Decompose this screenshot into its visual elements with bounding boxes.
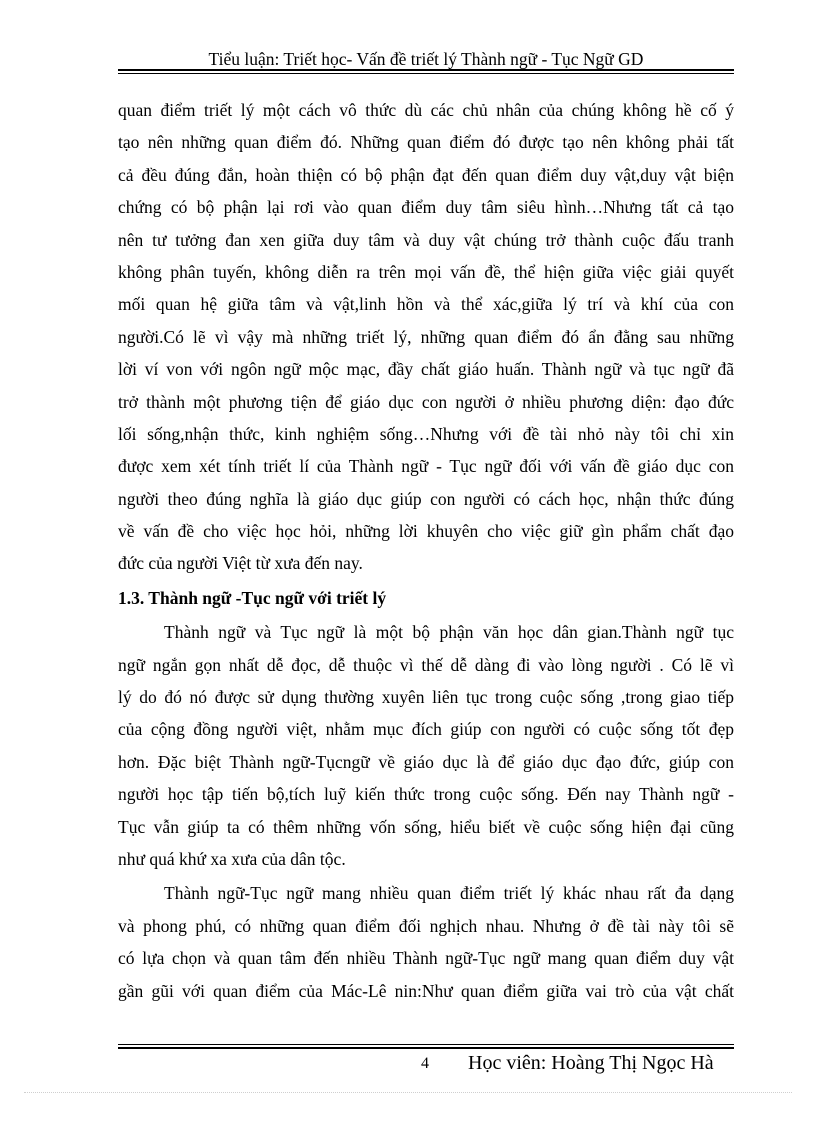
text-line: nên tư tưởng đan xen giữa duy tâm và duy vật chúng trở thành cuộc đấu tranh xyxy=(118,229,734,250)
footer-author: Học viên: Hoàng Thị Ngọc Hà xyxy=(468,1052,714,1074)
text-line: lời ví von với ngôn ngữ mộc mạc, đầy chất giáo huấn. Thành ngữ và tục ngữ đã xyxy=(118,359,734,380)
text-line: người theo đúng nghĩa là giáo dục giúp con người có cách học, nhận thức đúng xyxy=(118,488,734,509)
footer-rule-thin xyxy=(118,1044,734,1045)
text-line: được xem xét tính triết lí của Thành ngữ - Tục ngữ đối với vấn đề giáo dục con xyxy=(118,456,734,477)
text-line: hơn. Đặc biệt Thành ngữ-Tụcngữ về giáo dục là để giáo dục đạo đức, giúp con xyxy=(118,751,734,772)
text-line: Thành ngữ-Tục ngữ mang nhiều quan điểm triết lý khác nhau rất đa dạng xyxy=(164,883,734,904)
text-line: tạo nên những quan điểm đó. Những quan điểm đó được tạo nên không phải tất xyxy=(118,132,734,153)
text-line: trở thành một phương tiện để giáo dục con người ở nhiều phương diện: đạo đức xyxy=(118,391,734,412)
text-line: về vấn đề cho việc học hỏi, những lời khuyên cho việc giữ gìn phẩm chất đạo xyxy=(118,521,734,542)
text-line: mối quan hệ giữa tâm và vật,linh hồn và thể xác,giữa lý trí và khí của con xyxy=(118,294,734,315)
paragraph-1 xyxy=(118,94,734,580)
body-text xyxy=(118,94,734,1007)
text-line: Tục vẫn giúp ta có thêm những vốn sống, hiểu biết về cuộc sống hiện đại cũng xyxy=(118,816,734,837)
text-line: và phong phú, có những quan điểm đối nghịch nhau. Nhưng ở đề tài này tôi sẽ xyxy=(118,915,734,936)
header-rule-thick xyxy=(118,69,734,71)
page-header-title: Tiểu luận: Triết học- Vấn đề triết lý Thành ngữ - Tục Ngữ GD xyxy=(208,49,644,69)
text-line: Thành ngữ và Tục ngữ là một bộ phận văn học dân gian.Thành ngữ tục xyxy=(164,622,734,643)
text-line: chứng có bộ phận lại rơi vào quan điểm duy tâm siêu hình…Nhưng tất cả tạo xyxy=(118,197,734,218)
text-line: đức của người Việt từ xưa đến nay. xyxy=(118,553,363,574)
text-line: của cộng đồng người việt, nhằm mục đích giúp con người có cuộc sống tốt đẹp xyxy=(118,719,734,740)
text-line: quan điểm triết lý một cách vô thức dù các chủ nhân của chúng không hề cố ý xyxy=(118,100,734,120)
footer-rule-thick xyxy=(118,1047,734,1049)
header-rule-thin xyxy=(118,73,734,74)
text-line: người.Có lẽ vì vậy mà những triết lý, những quan điểm đó ẩn đằng sau những xyxy=(118,326,734,347)
text-line: cả đều đúng đắn, hoàn thiện có bộ phận đạt đến quan điểm duy vật,duy vật biện xyxy=(118,164,734,185)
page-number: 4 xyxy=(421,1055,429,1072)
text-line: ngữ ngắn gọn nhất dễ đọc, dễ thuộc vì thế dễ dàng đi vào lòng người . Có lẽ vì xyxy=(118,654,734,675)
text-line: có lựa chọn và quan tâm đến nhiều Thành ngữ-Tục ngữ mang quan điểm duy vật xyxy=(118,948,734,969)
paragraph-3 xyxy=(118,877,734,1007)
text-line: người học tập tiến bộ,tích luỹ kiến thức trong cuộc sống. Đến nay Thành ngữ - xyxy=(118,784,734,805)
page-edge-divider xyxy=(24,1092,792,1093)
paragraph-2 xyxy=(118,616,734,875)
text-line: không phân tuyến, không diễn ra trên mọi vấn đề, thể hiện giữa việc giải quyết xyxy=(118,261,734,282)
text-line: lý do đó nó được sử dụng thường xuyên liên tục trong cuộc sống ,trong giao tiếp xyxy=(118,687,734,708)
text-line: như quá khứ xa xưa của dân tộc. xyxy=(118,848,346,869)
text-line: lối sống,nhận thức, kinh nghiệm sống…Nhưng với đề tài nhỏ này tôi chỉ xin xyxy=(118,423,734,444)
text-line: gần gũi với quan điểm của Mác-Lê nin:Như quan điểm giữa vai trò của vật chất xyxy=(118,980,734,1001)
section-heading: 1.3. Thành ngữ -Tục ngữ với triết lý xyxy=(118,587,387,608)
